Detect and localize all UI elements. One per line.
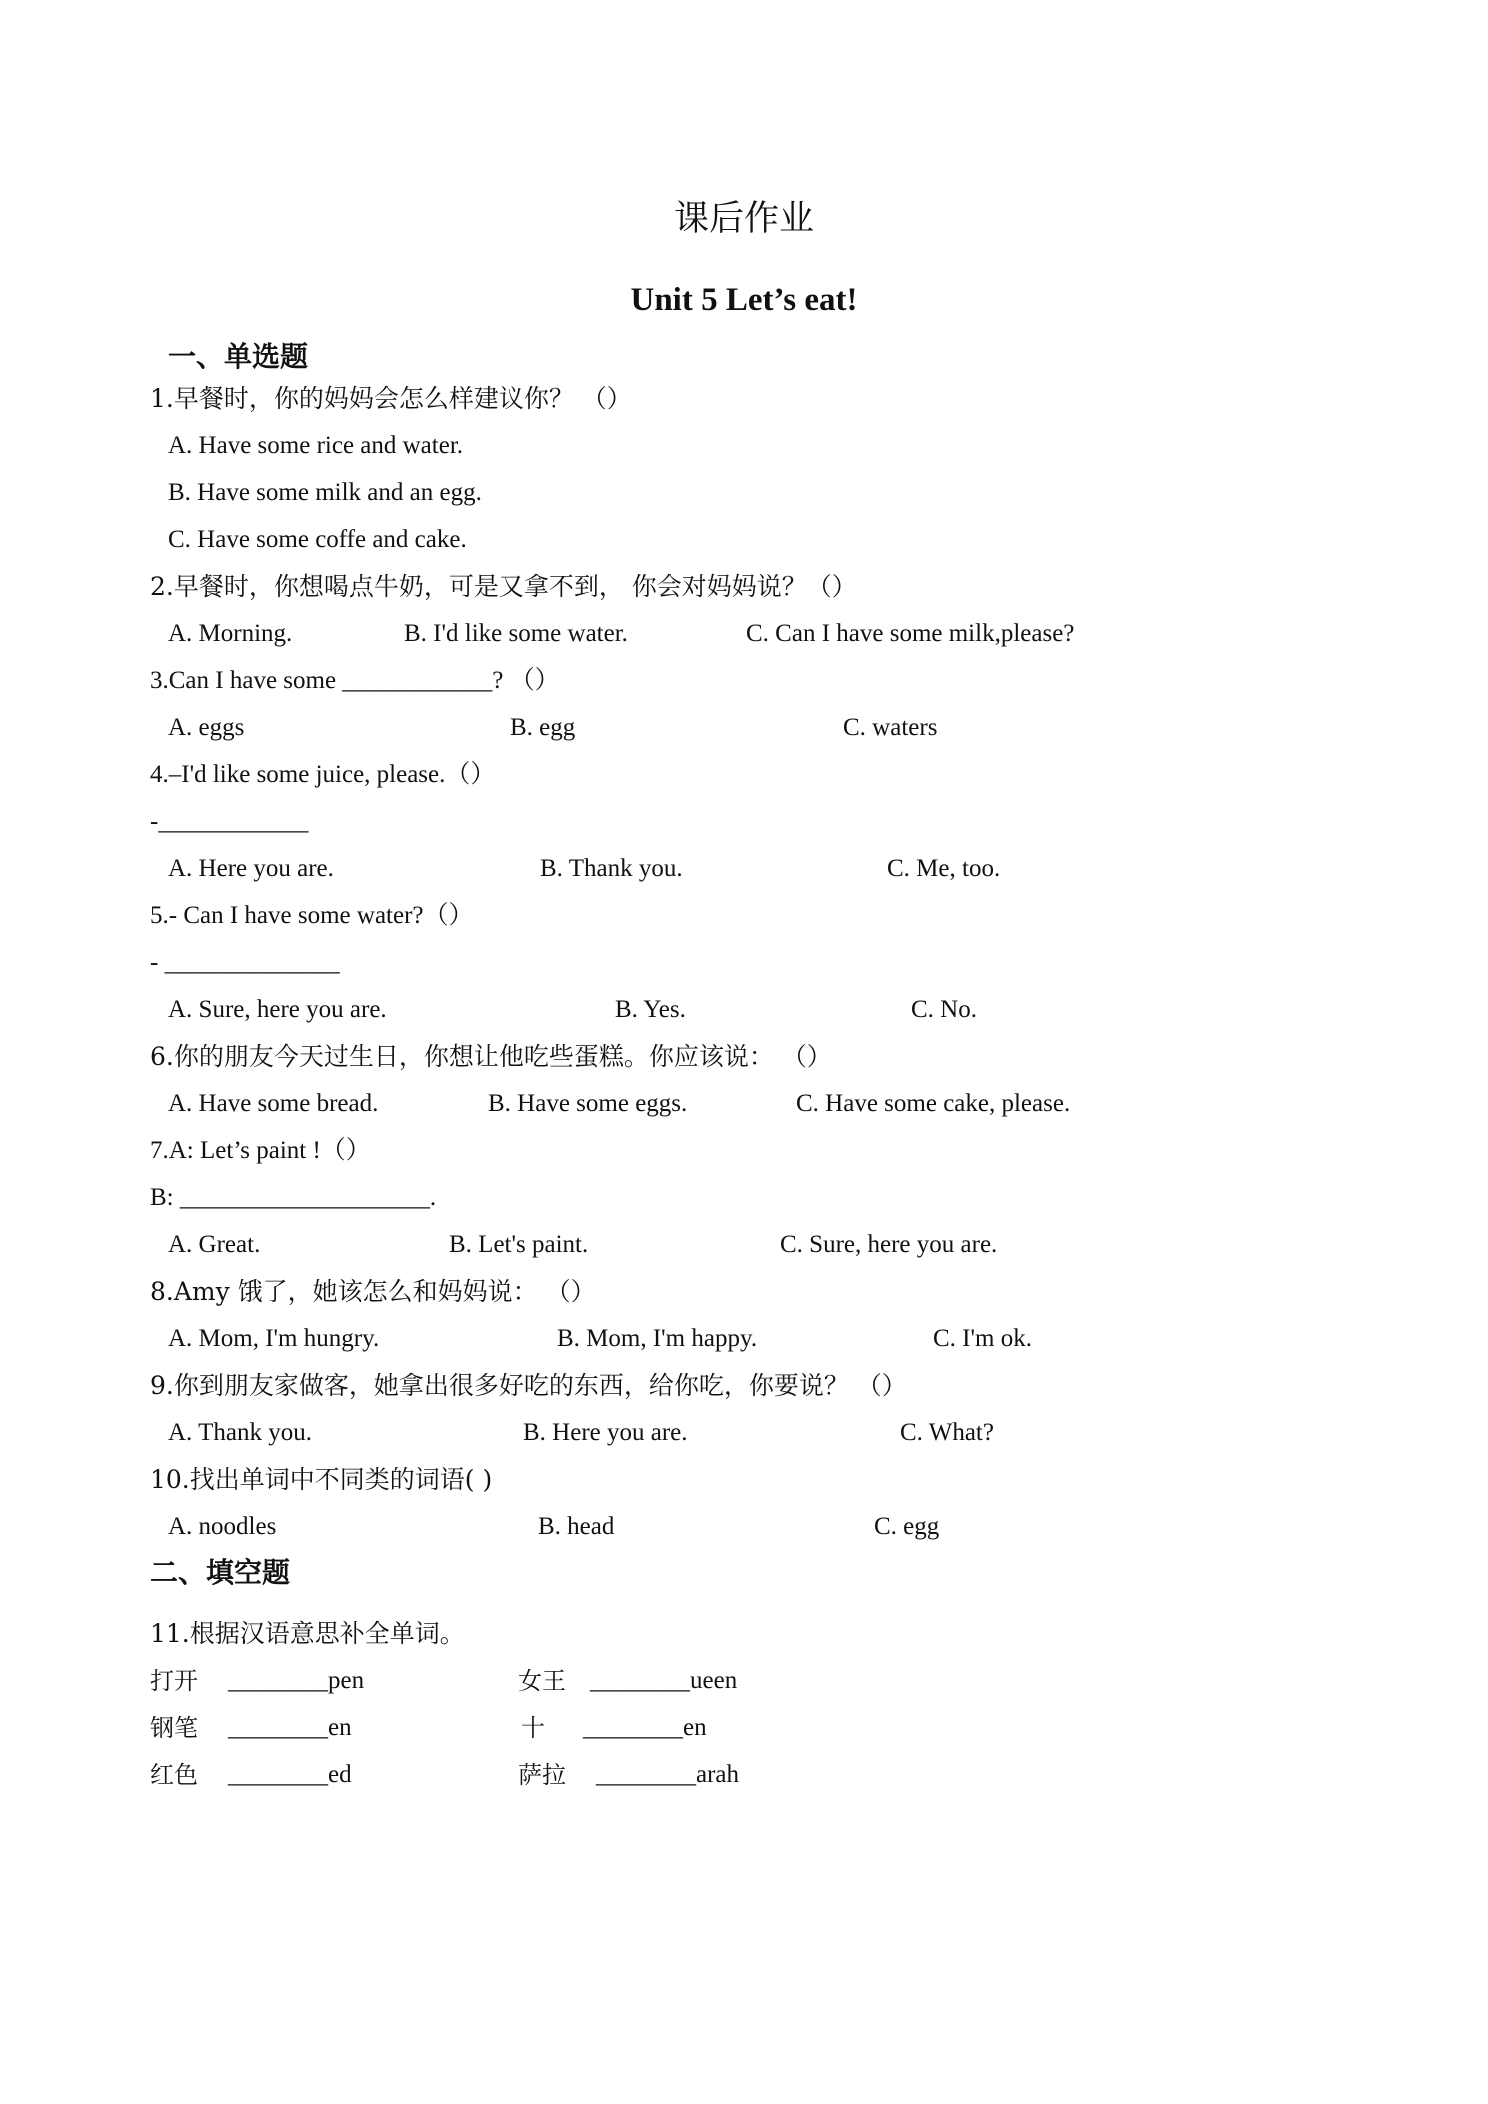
question-5-option-c: C. No.	[911, 996, 977, 1023]
page-title: 课后作业	[673, 199, 814, 239]
question-4-stem: 4.–I'd like some juice, please.（）	[150, 761, 496, 788]
question-3-option-c: C. waters	[843, 714, 938, 741]
question-4-option-c: C. Me, too.	[887, 855, 1001, 882]
fill-row-2-chinese-left: 钢笔	[150, 1714, 198, 1742]
fill-row-2-chinese-right: 十	[521, 1714, 545, 1742]
question-5-option-b: B. Yes.	[615, 996, 686, 1023]
question-9-option-c: C. What?	[900, 1419, 994, 1446]
question-10-option-a: A. noodles	[168, 1513, 277, 1540]
fill-row-3-word-right: ________arah	[596, 1761, 740, 1788]
section-heading-fill-in: 二、填空题	[150, 1556, 291, 1589]
question-6-option-c: C. Have some cake, please.	[796, 1090, 1071, 1117]
question-7-option-a: A. Great.	[168, 1231, 261, 1258]
question-2-option-a: A. Morning.	[168, 620, 293, 647]
question-9-option-b: B. Here you are.	[523, 1419, 688, 1446]
question-7-stem: 7.A: Let’s paint !（）	[150, 1137, 371, 1164]
question-1-option-b: B. Have some milk and an egg.	[168, 479, 482, 506]
unit-title: Unit 5 Let’s eat!	[630, 282, 858, 318]
question-10-option-c: C. egg	[874, 1513, 940, 1540]
question-3-stem: 3.Can I have some ____________? （）	[150, 667, 560, 694]
question-8-option-b: B. Mom, I'm happy.	[557, 1325, 758, 1352]
question-1-option-a: A. Have some rice and water.	[168, 432, 464, 459]
question-2-option-b: B. I'd like some water.	[404, 620, 628, 647]
question-11-stem: 11.根据汉语意思补全单词。	[150, 1619, 465, 1648]
question-8-option-a: A. Mom, I'm hungry.	[168, 1325, 380, 1352]
question-8-stem: 8.Amy 饿了，她该怎么和妈妈说： （）	[150, 1277, 596, 1306]
fill-row-1-chinese-right: 女王	[518, 1667, 566, 1695]
section-heading-multiple-choice: 一、单选题	[168, 340, 309, 373]
fill-row-3-word-left: ________ed	[228, 1761, 352, 1788]
question-4-option-a: A. Here you are.	[168, 855, 334, 882]
fill-row-3-chinese-left: 红色	[150, 1761, 198, 1789]
question-6-option-b: B. Have some eggs.	[488, 1090, 688, 1117]
question-7-option-c: C. Sure, here you are.	[780, 1231, 998, 1258]
question-7-answer-blank: B: ____________________.	[150, 1184, 437, 1211]
question-6-stem: 6.你的朋友今天过生日，你想让他吃些蛋糕。你应该说： （）	[150, 1042, 832, 1071]
fill-row-2-word-left: ________en	[228, 1714, 352, 1741]
question-2-stem: 2.早餐时，你想喝点牛奶，可是又拿不到， 你会对妈妈说？（）	[150, 572, 857, 601]
question-4-option-b: B. Thank you.	[540, 855, 683, 882]
question-9-stem: 9.你到朋友家做客，她拿出很多好吃的东西，给你吃，你要说？ （）	[150, 1371, 907, 1400]
question-1-stem: 1.早餐时，你的妈妈会怎么样建议你？ （）	[150, 384, 632, 413]
question-1-option-c: C. Have some coffe and cake.	[168, 526, 467, 553]
question-6-option-a: A. Have some bread.	[168, 1090, 379, 1117]
fill-row-3-chinese-right: 萨拉	[518, 1761, 566, 1789]
question-5-option-a: A. Sure, here you are.	[168, 996, 387, 1023]
fill-row-2-word-right: ________en	[583, 1714, 707, 1741]
question-10-option-b: B. head	[538, 1513, 615, 1540]
question-3-option-b: B. egg	[510, 714, 576, 741]
question-9-option-a: A. Thank you.	[168, 1419, 312, 1446]
question-2-option-c: C. Can I have some milk,please?	[746, 620, 1075, 647]
question-7-option-b: B. Let's paint.	[449, 1231, 589, 1258]
question-4-answer-blank: -____________	[150, 808, 309, 835]
fill-row-1-chinese-left: 打开	[150, 1667, 198, 1695]
question-8-option-c: C. I'm ok.	[933, 1325, 1032, 1352]
fill-row-1-word-left: ________pen	[228, 1667, 365, 1694]
fill-row-1-word-right: ________ueen	[590, 1667, 738, 1694]
question-5-answer-blank: - ______________	[150, 949, 340, 976]
question-3-option-a: A. eggs	[168, 714, 245, 741]
question-10-stem: 10.找出单词中不同类的词语( )	[150, 1465, 493, 1494]
question-5-stem: 5.- Can I have some water?（）	[150, 902, 474, 929]
